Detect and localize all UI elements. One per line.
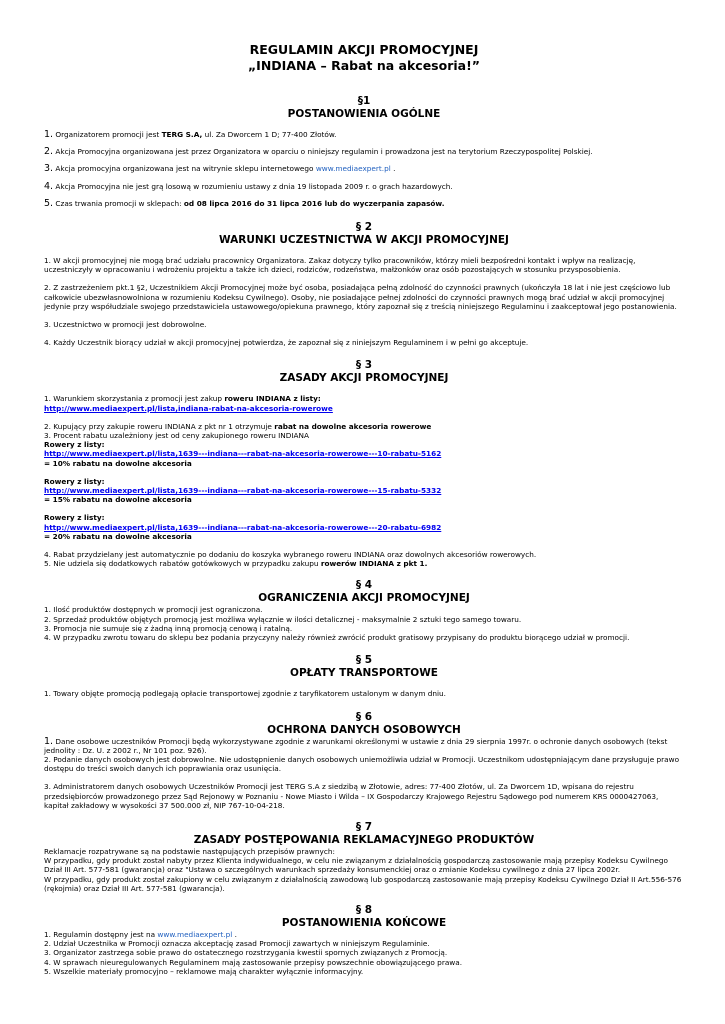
list-link-20[interactable]: http://www.mediaexpert.pl/lista,1639---indiana---rabat-na-akcesoria-rowerowe---20-rabatu-6982 — [44, 522, 442, 532]
list-link-all[interactable]: http://www.mediaexpert.pl/lista,indiana-rabat-na-akcesoria-rowerowe — [44, 403, 333, 413]
item-text: ul. Za Dworcem 1 D; 77-400 Złotów. — [202, 130, 337, 139]
section-8-item-1 — [44, 930, 684, 939]
website-link[interactable]: www.mediaexpert.pl — [157, 929, 233, 939]
section-5-title: OPŁATY TRANSPORTOWE — [290, 667, 438, 680]
item-number: 1. — [44, 735, 54, 747]
section-1-title: POSTANOWIENIA OGÓLNE — [287, 108, 441, 120]
list-link-10[interactable]: http://www.mediaexpert.pl/lista,1639---indiana---rabat-na-akcesoria-rowerowe---10-rabatu-5162 — [44, 449, 442, 459]
discount-20: = 20% rabatu na dowolne akcesoria — [44, 531, 192, 541]
section-1-item-1 — [44, 130, 684, 139]
section-2-paragraph-3: 3. Uczestnictwo w promocji jest dobrowolne. — [44, 320, 207, 330]
section-3-paragraph-1 — [44, 394, 684, 403]
section-3-number: § 3 — [355, 359, 373, 372]
section-5 — [44, 654, 684, 698]
section-1 — [44, 95, 684, 208]
section-2 — [44, 221, 684, 347]
item-number: 4. — [44, 180, 54, 192]
section-8-item-4: 4. W sprawach nieuregulowanych Regulaminem mają zastosowanie przepisy powszechnie obowiązującego prawa. — [44, 957, 463, 967]
section-6-paragraph-1 — [44, 737, 684, 755]
section-6-paragraph-3: 3. Administratorem danych osobowych Uczestników Promocji jest TERG S.A z siedzibą w Złotowie, adres: 77-400 Złotów, ul. Za Dworcem 1D, wpisana do rejestru przedsiębiorców prowadzonego przez Sąd Rejonowy w Poznaniu - Nowe Miasto i Wilda – IX Gospodarczy Krajowego Rejestru Sądowego pod numerem KRS 0000427063, kapitał zakładowy w wysokości 37 500.000 zł, NIP 767-10-04-218. — [44, 782, 659, 810]
item-text: 2. Kupujący przy zakupie roweru INDIANA z pkt nr 1 otrzymuje — [44, 421, 275, 431]
section-1-item-2 — [44, 147, 684, 156]
item-text: Akcja Promocyjna organizowana jest przez Organizatora w oparciu o niniejszy regulamin i prowadzona jest na terytorium Rzeczypospolitej Polskiej. — [55, 147, 593, 157]
bike-list-label: Rowery z listy: — [44, 440, 105, 450]
item-text: 5. Nie udziela się dodatkowych rabatów gotówkowych w przypadku zakupu — [44, 559, 321, 569]
item-text: Akcja Promocyjna nie jest grą losową w rozumieniu ustawy z dnia 19 listopada 2009 r. o grach hazardowych. — [55, 181, 453, 191]
section-6-paragraph-2: 2. Podanie danych osobowych jest dobrowolne. Nie udostępnienie danych osobowych uniemożliwia udział w Promocji. Uczestnikom udostępniającym dane przysługuje prawo dostępu do treści swoich danych ich poprawiania oraz usunięcia. — [44, 754, 680, 774]
section-6 — [44, 711, 684, 810]
item-number: 3. — [44, 163, 54, 175]
section-2-paragraph-2: 2. Z zastrzeżeniem pkt.1 §2, Uczestnikiem Akcji Promocyjnej może być osoba, posiadająca pełną zdolność do czynności prawnych (ukończyła 18 lat i nie jest częściowo lub całkowicie ubezwłasnowolniona w rozumieniu Kodeksu Cywilnego). Osoby, nie posiadające pełnej zdolności do czynności prawnych mogą brać udział w akcji promocyjnej jedynie przy współudziale swojego przedstawiciela ustawowego/opiekuna prawnego, który zapoznał się z treścią niniejszego Regulaminu i zaakceptował jego postanowienia. — [44, 283, 677, 311]
section-7-paragraph-2: W przypadku, gdy produkt został nabyty przez Klienta indywidualnego, w celu nie związanym z działalnością gospodarczą zastosowanie mają przepisy Kodeksu Cywilnego Dział III Art. 577-581 (gwarancja) oraz "Ustawa o szczególnych warunkach sprzedaży konsumenckiej oraz o zmianie Kodeksu cywilnego z dnia 27 lipca 2002r. — [44, 856, 668, 875]
item-text: 1. Regulamin dostępny jest na — [44, 929, 158, 939]
section-4-item-1: 1. Ilość produktów dostępnych w promocji jest ograniczona. — [44, 605, 263, 615]
section-8-item-3: 3. Organizator zastrzega sobie prawo do ostatecznego rozstrzygania kwestii spornych związanych z Promocją. — [44, 948, 448, 958]
section-1-number: §1 — [357, 95, 371, 107]
section-2-paragraph-1: 1. W akcji promocyjnej nie mogą brać udziału pracownicy Organizatora. Zakaz dotyczy tylko pracowników, którzy mieli bezpośredni kontakt i wpływ na realizację, uczestniczyły w opracowaniu i wdrożeniu projektu a także ich dzieci, rodziców, rodzeństwa, małżonków oraz osób pozostających w stosunku przysposobienia. — [44, 256, 636, 275]
section-8-title: POSTANOWIENIA KOŃCOWE — [281, 916, 447, 929]
discount-10: = 10% rabatu na dowolne akcesoria — [44, 458, 192, 468]
section-8-item-5: 5. Wszelkie materiały promocyjno – reklamowe mają charakter wyłącznie informacyjny. — [44, 966, 364, 976]
list-link-15[interactable]: http://www.mediaexpert.pl/lista,1639---indiana---rabat-na-akcesoria-rowerowe---15-rabatu-5332 — [44, 486, 442, 496]
section-7-paragraph-3: W przypadku, gdy produkt został zakupiony w celu związanym z działalnością zawodową lub gospodarczą zastosowanie mają przepisy Kodeksu Cywilnego Dział II Art.556-576 (rękojmia) oraz Dział III Art. 577-581 (gwarancja). — [44, 874, 682, 893]
section-4-title: OGRANICZENIA AKCJI PROMOCYJNEJ — [258, 592, 470, 605]
section-3-paragraph-3: 3. Procent rabatu uzależniony jest od ceny zakupionego roweru INDIANA — [44, 431, 309, 441]
item-text-bold: rowerów INDIANA z pkt 1. — [320, 559, 428, 569]
document-title-line2: „INDIANA – Rabat na akcesoria!” — [247, 58, 481, 73]
section-8-item-2: 2. Udział Uczestnika w Promocji oznacza akceptację zasad Promocji zawartych w niniejszym Regulaminie. — [44, 939, 430, 949]
discount-15: = 15% rabatu na dowolne akcesoria — [44, 495, 192, 505]
section-1-item-3 — [44, 164, 684, 173]
item-number: 5. — [44, 197, 54, 209]
item-text: . — [390, 164, 396, 174]
section-4 — [44, 579, 684, 642]
section-2-paragraph-4: 4. Każdy Uczestnik biorący udział w akcji promocyjnej potwierdza, że zapoznał się z niniejszym Regulaminem i w pełni go akceptuje. — [44, 338, 529, 348]
section-4-item-4: 4. W przypadku zwrotu towaru do sklepu bez podania przyczyny należy również zwrócić produkt gratisowy przypisany do produktu biorącego udział w promocji. — [44, 633, 630, 643]
promotion-period: od 08 lipca 2016 do 31 lipca 2016 lub do wyczerpania zapasów. — [183, 198, 445, 208]
section-7-number: § 7 — [355, 820, 373, 833]
bike-list-label: Rowery z listy: — [44, 513, 105, 523]
section-6-title: OCHRONA DANYCH OSOBOWYCH — [267, 723, 461, 736]
section-7 — [44, 821, 684, 893]
section-8-number: § 8 — [355, 903, 373, 916]
item-text: 1. Warunkiem skorzystania z promocji jest zakup — [44, 394, 225, 404]
section-7-paragraph-1: Reklamacje rozpatrywane są na podstawie następujących przepisów prawnych: — [44, 846, 335, 856]
section-3 — [44, 359, 684, 568]
item-text: Organizatorem promocji jest — [55, 130, 162, 139]
section-3-paragraph-4: 4. Rabat przydzielany jest automatycznie po dodaniu do koszyka wybranego roweru INDIANA oraz dowolnych akcesoriów rowerowych. — [44, 550, 537, 560]
website-link[interactable]: www.mediaexpert.pl — [315, 164, 391, 174]
item-text: . — [232, 929, 237, 939]
section-6-number: § 6 — [355, 710, 373, 723]
organizer-name: TERG S.A, — [161, 130, 203, 139]
section-8 — [44, 904, 684, 976]
section-4-item-3: 3. Promocja nie sumuje się z żadną inną promocją cenową i ratalną. — [44, 623, 293, 633]
document-page — [44, 42, 684, 976]
section-4-item-2: 2. Sprzedaż produktów objętych promocją jest możliwa wyłącznie w ilości detalicznej - maksymalnie 2 sztuki tego samego towaru. — [44, 614, 522, 624]
section-1-item-5 — [44, 199, 684, 208]
item-text-bold: rabat na dowolne akcesoria rowerowe — [274, 421, 432, 431]
item-text: Czas trwania promocji w sklepach: — [55, 198, 184, 208]
section-3-paragraph-5 — [44, 559, 684, 568]
section-3-paragraph-2 — [44, 422, 684, 431]
section-4-number: § 4 — [355, 579, 373, 592]
section-1-item-4 — [44, 182, 684, 191]
section-2-number: § 2 — [355, 221, 373, 234]
document-title-line1: REGULAMIN AKCJI PROMOCYJNEJ — [249, 42, 479, 57]
item-text: Dane osobowe uczestników Promocji będą wykorzystywane zgodnie z warunkami określonymi w ustawie z dnia 29 sierpnia 1997r. o ochronie danych osobowych (tekst jednolity : Dz. U. z 2002 r., Nr 101 poz. 926). — [44, 736, 668, 755]
section-3-title: ZASADY AKCJI PROMOCYJNEJ — [279, 372, 449, 385]
section-5-item-1: 1. Towary objęte promocją podlegają opłacie transportowej zgodnie z taryfikatorem ustalonym w danym dniu. — [44, 689, 446, 699]
item-text-bold: roweru INDIANA z listy: — [224, 394, 321, 404]
section-2-title: WARUNKI UCZESTNICTWA W AKCJI PROMOCYJNEJ — [219, 234, 509, 247]
item-number: 2. — [44, 146, 54, 158]
section-7-title: ZASADY POSTĘPOWANIA REKLAMACYJNEGO PRODUKTÓW — [193, 833, 535, 846]
item-text: Akcja promocyjna organizowana jest na witrynie sklepu internetowego — [55, 164, 316, 174]
bike-list-label: Rowery z listy: — [44, 476, 105, 486]
section-5-number: § 5 — [355, 654, 373, 667]
item-number: 1. — [44, 129, 54, 140]
